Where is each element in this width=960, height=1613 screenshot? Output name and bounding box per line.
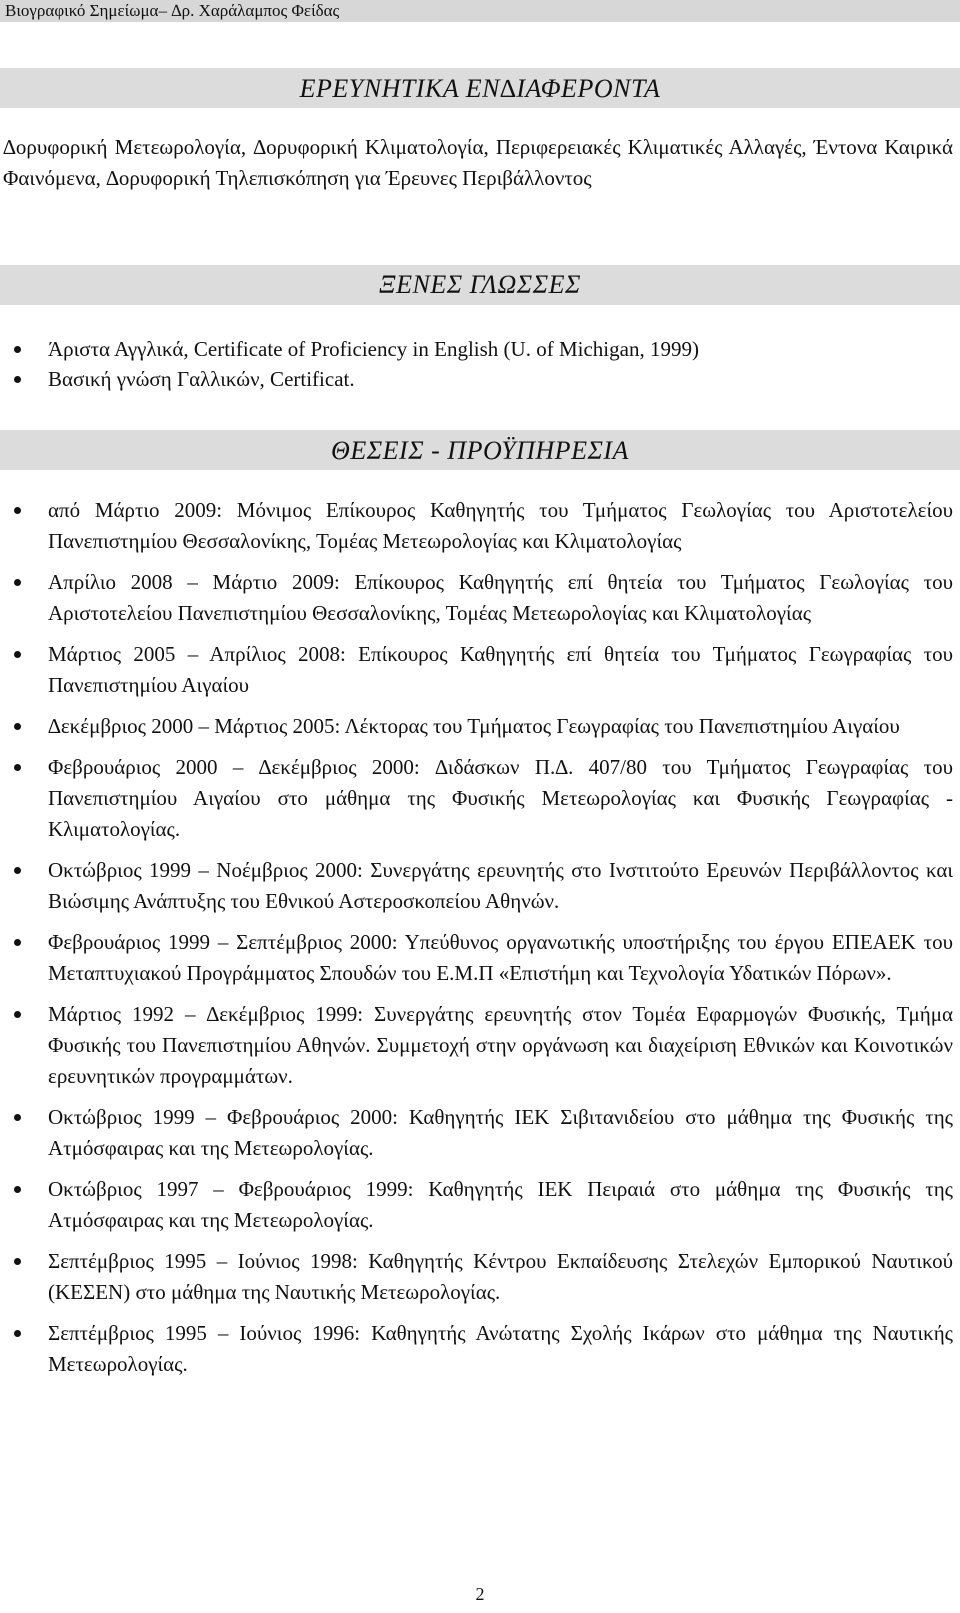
language-item — [48, 364, 928, 394]
bullet-icon — [14, 939, 21, 946]
position-item-text: ∆εκέμβριος 2000 – Μάρτιος 2005: Λέκτορας του Τμήματος Γεωγραφίας του Πανεπιστημίου Αιγαίου — [48, 714, 900, 738]
position-item — [48, 1102, 953, 1164]
page-number: 2 — [475, 1584, 485, 1604]
positions-list — [48, 495, 953, 1380]
language-item-text: Βασική γνώση Γαλλικών, Certificat. — [48, 367, 355, 391]
position-item — [48, 999, 953, 1092]
bullet-icon — [14, 867, 21, 874]
position-item — [48, 711, 953, 742]
bullet-icon — [14, 764, 21, 771]
language-item-text: Άριστα Αγγλικά, Certificate of Proficiency in English (U. of Michigan, 1999) — [48, 337, 699, 361]
position-item — [48, 927, 953, 989]
position-item-text: Οκτώβριος 1999 – Φεβρουάριος 2000: Καθηγητής ΙΕΚ Σιβιτανιδείου στο μάθημα της Φυσικής της Ατμόσφαιρας και της Μετεωρολογίας. — [48, 1105, 953, 1160]
position-item-text: Φεβρουάριος 2000 – ∆εκέμβριος 2000: ∆ιδάσκων Π.∆. 407/80 του Τμήματος Γεωγραφίας του Πανεπιστημίου Αιγαίου στο μάθημα της Φυσικής Μετεωρολογίας και Φυσικής Γεωγραφίας - Κλιματολογίας. — [48, 755, 953, 841]
running-header: Βιογραφικό Σημείωμα– ∆ρ. Χαράλαμπος Φείδας — [0, 0, 960, 22]
bullet-icon — [14, 346, 21, 353]
section-title-positions: ΘΕΣΕΙΣ - ΠΡΟΫΠΗΡΕΣΙΑ — [0, 430, 960, 470]
position-item-text: Οκτώβριος 1997 – Φεβρουάριος 1999: Καθηγητής ΙΕΚ Πειραιά στο μάθημα της Φυσικής της Ατμόσφαιρας και της Μετεωρολογίας. — [48, 1177, 953, 1232]
bullet-icon — [14, 1114, 21, 1121]
position-item — [48, 567, 953, 629]
languages-list — [48, 334, 928, 394]
position-item — [48, 639, 953, 701]
language-item — [48, 334, 928, 364]
research-interests-text: ∆ορυφορική Μετεωρολογία, ∆ορυφορική Κλιματολογία, Περιφερειακές Κλιματικές Αλλαγές, Έντονα Καιρικά Φαινόμενα, ∆ορυφορική Τηλεπισκόπηση για Έρευνες Περιβάλλοντος — [3, 135, 953, 190]
position-item-text: Φεβρουάριος 1999 – Σεπτέμβριος 2000: Υπεύθυνος οργανωτικής υποστήριξης του έργου ΕΠΕΑΕΚ του Μεταπτυχιακού Προγράμματος Σπουδών του Ε.Μ.Π «Επιστήμη και Τεχνολογία Υδατικών Πόρων». — [48, 930, 953, 985]
position-item-text: Οκτώβριος 1999 – Νοέμβριος 2000: Συνεργάτης ερευνητής στο Ινστιτούτο Ερευνών Περιβάλλοντος και Βιώσιμης Ανάπτυξης του Εθνικού Αστεροσκοπείου Αθηνών. — [48, 858, 953, 913]
position-item — [48, 1246, 953, 1308]
section-title-research-interests: ΕΡΕΥΝΗΤΙΚΑ ΕΝ∆ΙΑΦΕΡΟΝΤΑ — [0, 68, 960, 108]
position-item-text: από Μάρτιο 2009: Μόνιμος Επίκουρος Καθηγητής του Τμήματος Γεωλογίας του Αριστοτελείου Πανεπιστημίου Θεσσαλονίκης, Τομέας Μετεωρολογίας και Κλιματολογίας — [48, 498, 953, 553]
bullet-icon — [14, 1330, 21, 1337]
bullet-icon — [14, 1186, 21, 1193]
position-item — [48, 1318, 953, 1380]
bullet-icon — [14, 1011, 21, 1018]
position-item — [48, 495, 953, 557]
position-item — [48, 855, 953, 917]
bullet-icon — [14, 376, 21, 383]
bullet-icon — [14, 507, 21, 514]
bullet-icon — [14, 579, 21, 586]
position-item-text: Σεπτέμβριος 1995 – Ιούνιος 1996: Καθηγητής Ανώτατης Σχολής Ικάρων στο μάθημα της Ναυτικής Μετεωρολογίας. — [48, 1321, 953, 1376]
section-title-languages: ΞΕΝΕΣ ΓΛΩΣΣΕΣ — [0, 265, 960, 305]
position-item-text: Μάρτιος 1992 – ∆εκέμβριος 1999: Συνεργάτης ερευνητής στον Τομέα Εφαρμογών Φυσικής, Τμήμα Φυσικής του Πανεπιστημίου Αθηνών. Συμμετοχή στην οργάνωση και διαχείριση Εθνικών και Κοινοτικών ερευνητικών προγραμμάτων. — [48, 1002, 953, 1088]
position-item-text: Σεπτέμβριος 1995 – Ιούνιος 1998: Καθηγητής Κέντρου Εκπαίδευσης Στελεχών Εμπορικού Ναυτικού (ΚΕΣΕΝ) στο μάθημα της Ναυτικής Μετεωρολογίας. — [48, 1249, 953, 1304]
bullet-icon — [14, 1258, 21, 1265]
bullet-icon — [14, 651, 21, 658]
position-item — [48, 1174, 953, 1236]
position-item — [48, 752, 953, 845]
bullet-icon — [14, 723, 21, 730]
position-item-text: Μάρτιος 2005 – Απρίλιος 2008: Επίκουρος Καθηγητής επί θητεία του Τμήματος Γεωγραφίας του Πανεπιστημίου Αιγαίου — [48, 642, 953, 697]
position-item-text: Απρίλιο 2008 – Μάρτιο 2009: Επίκουρος Καθηγητής επί θητεία του Τμήματος Γεωλογίας του Αριστοτελείου Πανεπιστημίου Θεσσαλονίκης, Τομέας Μετεωρολογίας και Κλιματολογίας — [48, 570, 953, 625]
